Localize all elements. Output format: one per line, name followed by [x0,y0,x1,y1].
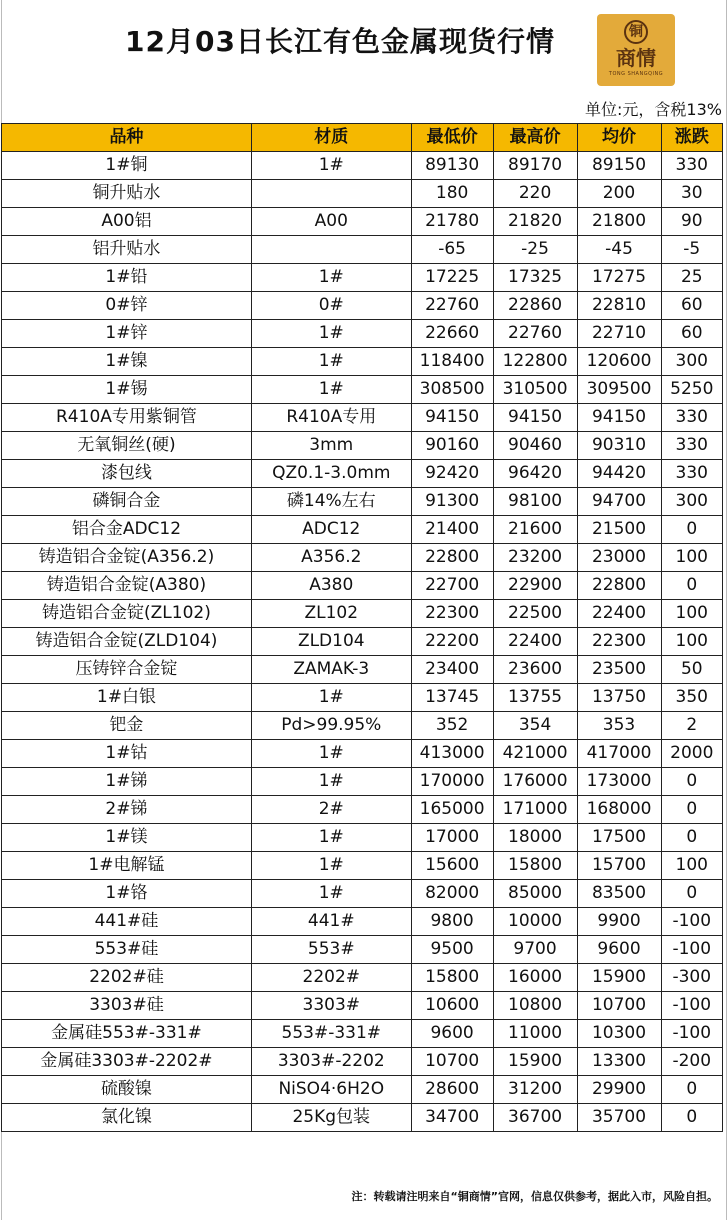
cell-avg-price: 15900 [577,964,661,992]
cell-low-price: 413000 [411,740,493,768]
cell-change: -100 [661,1020,722,1048]
cell-high-price: 421000 [493,740,577,768]
cell-variety: 2#锑 [2,796,252,824]
cell-low-price: -65 [411,236,493,264]
cell-material: 553#-331# [251,1020,411,1048]
cell-change: 25 [661,264,722,292]
cell-variety: 铝升贴水 [2,236,252,264]
cell-change: 100 [661,852,722,880]
logo-sub-text: TONG SHANGQING [608,71,664,77]
cell-change: -100 [661,992,722,1020]
cell-avg-price: 10300 [577,1020,661,1048]
cell-change: 60 [661,292,722,320]
cell-change: 2000 [661,740,722,768]
cell-material: 1# [251,768,411,796]
cell-low-price: 22760 [411,292,493,320]
cell-variety: 铜升贴水 [2,180,252,208]
cell-avg-price: 17275 [577,264,661,292]
cell-variety: 1#钴 [2,740,252,768]
cell-material: 2# [251,796,411,824]
cell-material: 1# [251,320,411,348]
cell-change: -300 [661,964,722,992]
table-row [2,320,723,348]
cell-material: 2202# [251,964,411,992]
cell-high-price: 18000 [493,824,577,852]
unit-label: 单位:元，含税13% [585,100,722,119]
cell-high-price: 96420 [493,460,577,488]
cell-high-price: 13755 [493,684,577,712]
cell-avg-price: 9600 [577,936,661,964]
cell-material: ZAMAK-3 [251,656,411,684]
cell-variety: 铸造铝合金锭(A356.2) [2,544,252,572]
cell-material: 1# [251,684,411,712]
cell-change: 50 [661,656,722,684]
cell-material: 3303#-2202 [251,1048,411,1076]
brand-logo [597,14,675,86]
table-row [2,796,723,824]
page-title: 12月03日长江有色金属现货行情 [125,25,555,58]
cell-avg-price: 417000 [577,740,661,768]
cell-variety: 硫酸镍 [2,1076,252,1104]
cell-high-price: 21820 [493,208,577,236]
cell-avg-price: 309500 [577,376,661,404]
cell-low-price: 22300 [411,600,493,628]
cell-high-price: 10000 [493,908,577,936]
cell-avg-price: 94700 [577,488,661,516]
table-row [2,432,723,460]
cell-material: ZLD104 [251,628,411,656]
cell-low-price: 352 [411,712,493,740]
cell-high-price: 15800 [493,852,577,880]
cell-change: 90 [661,208,722,236]
table-row [2,1076,723,1104]
table-row [2,1020,723,1048]
cell-avg-price: -45 [577,236,661,264]
cell-high-price: 21600 [493,516,577,544]
cell-low-price: 22660 [411,320,493,348]
cell-high-price: 94150 [493,404,577,432]
cell-high-price: -25 [493,236,577,264]
cell-low-price: 23400 [411,656,493,684]
cell-change: 100 [661,628,722,656]
cell-high-price: 36700 [493,1104,577,1132]
cell-material: 磷14%左右 [251,488,411,516]
cell-low-price: 34700 [411,1104,493,1132]
table-header-row [2,124,723,152]
cell-low-price: 15800 [411,964,493,992]
table-row [2,1104,723,1132]
cell-material: R410A专用 [251,404,411,432]
cell-avg-price: 13750 [577,684,661,712]
cell-low-price: 10600 [411,992,493,1020]
cell-material: 1# [251,264,411,292]
cell-avg-price: 21800 [577,208,661,236]
cell-high-price: 220 [493,180,577,208]
cell-change: 0 [661,824,722,852]
cell-avg-price: 94420 [577,460,661,488]
cell-avg-price: 9900 [577,908,661,936]
cell-avg-price: 15700 [577,852,661,880]
table-row [2,236,723,264]
table-row [2,852,723,880]
cell-low-price: 17000 [411,824,493,852]
table-row [2,684,723,712]
cell-material: A380 [251,572,411,600]
table-row [2,908,723,936]
column-header-material: 材质 [251,124,411,152]
cell-high-price: 15900 [493,1048,577,1076]
cell-high-price: 98100 [493,488,577,516]
logo-circle-mark: 铜 [624,20,648,44]
cell-variety: 1#镁 [2,824,252,852]
cell-high-price: 89170 [493,152,577,180]
cell-low-price: 118400 [411,348,493,376]
cell-low-price: 10700 [411,1048,493,1076]
table-row [2,1048,723,1076]
cell-material: 1# [251,852,411,880]
cell-material: A356.2 [251,544,411,572]
cell-high-price: 16000 [493,964,577,992]
cell-low-price: 21780 [411,208,493,236]
cell-low-price: 28600 [411,1076,493,1104]
cell-change: -200 [661,1048,722,1076]
cell-material: 3mm [251,432,411,460]
cell-change: 330 [661,404,722,432]
table-row [2,992,723,1020]
cell-high-price: 22900 [493,572,577,600]
cell-avg-price: 35700 [577,1104,661,1132]
cell-material: 441# [251,908,411,936]
cell-variety: 1#镍 [2,348,252,376]
cell-change: 60 [661,320,722,348]
cell-change: 350 [661,684,722,712]
cell-change: 330 [661,460,722,488]
cell-change: 0 [661,768,722,796]
cell-material: 1# [251,376,411,404]
price-table [1,123,723,1132]
table-row [2,628,723,656]
cell-material: 0# [251,292,411,320]
cell-variety: 铸造铝合金锭(A380) [2,572,252,600]
cell-variety: 1#铬 [2,880,252,908]
cell-change: -100 [661,908,722,936]
cell-variety: 553#硅 [2,936,252,964]
cell-material: A00 [251,208,411,236]
cell-avg-price: 200 [577,180,661,208]
table-row [2,152,723,180]
cell-change: -5 [661,236,722,264]
cell-variety: 1#白银 [2,684,252,712]
cell-low-price: 17225 [411,264,493,292]
cell-high-price: 22400 [493,628,577,656]
cell-change: 330 [661,432,722,460]
cell-variety: 2202#硅 [2,964,252,992]
cell-variety: 金属硅3303#-2202# [2,1048,252,1076]
table-row [2,264,723,292]
cell-variety: 1#锡 [2,376,252,404]
cell-avg-price: 94150 [577,404,661,432]
cell-change: 0 [661,516,722,544]
cell-variety: 铝合金ADC12 [2,516,252,544]
cell-low-price: 22800 [411,544,493,572]
table-row [2,292,723,320]
cell-avg-price: 17500 [577,824,661,852]
table-row [2,460,723,488]
cell-variety: 铸造铝合金锭(ZLD104) [2,628,252,656]
cell-change: 100 [661,544,722,572]
table-row [2,572,723,600]
cell-avg-price: 13300 [577,1048,661,1076]
column-header-low-price: 最低价 [411,124,493,152]
table-row [2,404,723,432]
table-row [2,712,723,740]
cell-change: 0 [661,1104,722,1132]
cell-material: 1# [251,152,411,180]
cell-variety: 氯化镍 [2,1104,252,1132]
cell-avg-price: 83500 [577,880,661,908]
table-row [2,768,723,796]
logo-main-text: 商情 [616,46,656,70]
cell-avg-price: 22810 [577,292,661,320]
cell-variety: 磷铜合金 [2,488,252,516]
cell-variety: 钯金 [2,712,252,740]
cell-variety: 无氧铜丝(硬) [2,432,252,460]
cell-high-price: 310500 [493,376,577,404]
cell-material: QZ0.1-3.0mm [251,460,411,488]
cell-material [251,180,411,208]
cell-variety: 1#锌 [2,320,252,348]
cell-low-price: 21400 [411,516,493,544]
cell-change: 330 [661,152,722,180]
cell-high-price: 90460 [493,432,577,460]
cell-change: 0 [661,880,722,908]
cell-material: ADC12 [251,516,411,544]
cell-variety: 金属硅553#-331# [2,1020,252,1048]
table-row [2,936,723,964]
cell-avg-price: 10700 [577,992,661,1020]
cell-high-price: 9700 [493,936,577,964]
cell-low-price: 9800 [411,908,493,936]
cell-low-price: 22200 [411,628,493,656]
cell-high-price: 122800 [493,348,577,376]
cell-material: 1# [251,880,411,908]
cell-variety: 0#锌 [2,292,252,320]
cell-change: 0 [661,796,722,824]
table-row [2,516,723,544]
cell-high-price: 176000 [493,768,577,796]
cell-low-price: 90160 [411,432,493,460]
column-header-variety: 品种 [2,124,252,152]
cell-avg-price: 23500 [577,656,661,684]
cell-material: 3303# [251,992,411,1020]
cell-material [251,236,411,264]
cell-avg-price: 173000 [577,768,661,796]
cell-low-price: 308500 [411,376,493,404]
table-row [2,656,723,684]
cell-low-price: 170000 [411,768,493,796]
cell-change: 5250 [661,376,722,404]
cell-high-price: 10800 [493,992,577,1020]
cell-avg-price: 22300 [577,628,661,656]
cell-change: 30 [661,180,722,208]
cell-avg-price: 353 [577,712,661,740]
table-row [2,180,723,208]
cell-variety: 铸造铝合金锭(ZL102) [2,600,252,628]
table-row [2,348,723,376]
cell-variety: 1#铜 [2,152,252,180]
cell-change: 0 [661,1076,722,1104]
column-header-high-price: 最高价 [493,124,577,152]
cell-variety: 1#锑 [2,768,252,796]
cell-change: -100 [661,936,722,964]
cell-avg-price: 89150 [577,152,661,180]
table-row [2,376,723,404]
cell-avg-price: 21500 [577,516,661,544]
cell-variety: 压铸锌合金锭 [2,656,252,684]
cell-material: ZL102 [251,600,411,628]
cell-low-price: 9500 [411,936,493,964]
cell-avg-price: 29900 [577,1076,661,1104]
cell-change: 300 [661,348,722,376]
cell-material: 1# [251,824,411,852]
footer-note: 注：转载请注明来自“铜商情”官网，信息仅供参考，据此入市，风险自担。 [351,1190,718,1203]
cell-high-price: 85000 [493,880,577,908]
cell-high-price: 171000 [493,796,577,824]
cell-high-price: 354 [493,712,577,740]
cell-change: 2 [661,712,722,740]
cell-variety: 1#铅 [2,264,252,292]
cell-high-price: 31200 [493,1076,577,1104]
cell-material: 1# [251,740,411,768]
cell-avg-price: 120600 [577,348,661,376]
cell-change: 0 [661,572,722,600]
table-row [2,544,723,572]
table-row [2,208,723,236]
cell-avg-price: 23000 [577,544,661,572]
cell-variety: 1#电解锰 [2,852,252,880]
cell-low-price: 165000 [411,796,493,824]
cell-variety: R410A专用紫铜管 [2,404,252,432]
cell-low-price: 94150 [411,404,493,432]
cell-avg-price: 22800 [577,572,661,600]
cell-high-price: 17325 [493,264,577,292]
cell-low-price: 22700 [411,572,493,600]
cell-change: 100 [661,600,722,628]
cell-variety: A00铝 [2,208,252,236]
table-row [2,880,723,908]
cell-variety: 3303#硅 [2,992,252,1020]
cell-variety: 441#硅 [2,908,252,936]
cell-avg-price: 90310 [577,432,661,460]
cell-low-price: 82000 [411,880,493,908]
cell-low-price: 92420 [411,460,493,488]
cell-variety: 漆包线 [2,460,252,488]
cell-low-price: 89130 [411,152,493,180]
table-body [2,152,723,1132]
cell-high-price: 11000 [493,1020,577,1048]
table-row [2,964,723,992]
cell-low-price: 180 [411,180,493,208]
cell-high-price: 22860 [493,292,577,320]
cell-avg-price: 22400 [577,600,661,628]
column-header-avg-price: 均价 [577,124,661,152]
table-row [2,824,723,852]
cell-change: 300 [661,488,722,516]
cell-high-price: 22760 [493,320,577,348]
cell-material: 25Kg包装 [251,1104,411,1132]
table-row [2,488,723,516]
cell-material: 1# [251,348,411,376]
cell-avg-price: 168000 [577,796,661,824]
table-row [2,740,723,768]
cell-avg-price: 22710 [577,320,661,348]
cell-low-price: 91300 [411,488,493,516]
column-header-change: 涨跌 [661,124,722,152]
cell-low-price: 13745 [411,684,493,712]
table-row [2,600,723,628]
cell-material: Pd>99.95% [251,712,411,740]
cell-low-price: 15600 [411,852,493,880]
cell-high-price: 23600 [493,656,577,684]
cell-material: NiSO4·6H2O [251,1076,411,1104]
cell-low-price: 9600 [411,1020,493,1048]
cell-high-price: 23200 [493,544,577,572]
cell-high-price: 22500 [493,600,577,628]
cell-material: 553# [251,936,411,964]
